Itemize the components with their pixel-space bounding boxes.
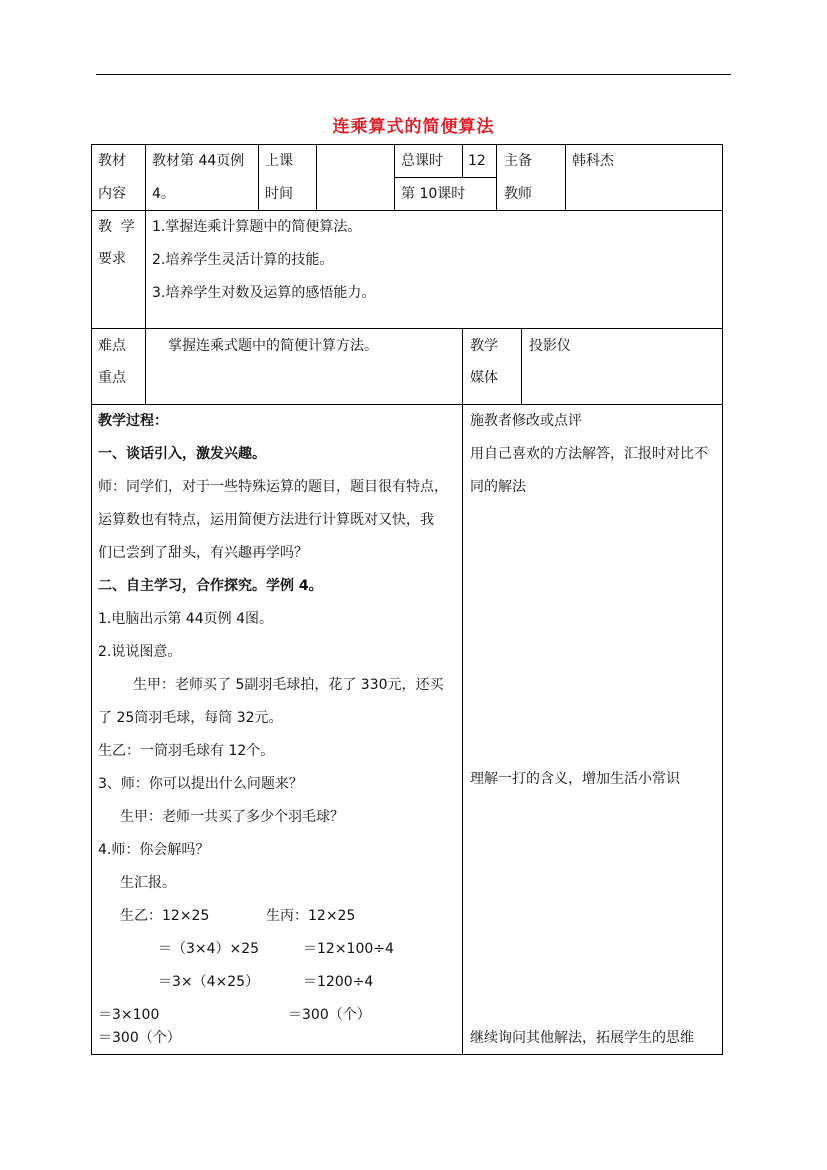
process-line: 生乙：一筒羽毛球有 12个。 xyxy=(98,743,275,759)
calc-line: ＝12×100÷4 xyxy=(303,941,394,957)
top-rule xyxy=(96,74,731,75)
difficulty-value: 掌握连乘式题中的简便计算方法。 xyxy=(168,338,378,354)
note-line: 继续询问其他解法，拓展学生的思维 xyxy=(470,1030,694,1046)
note-line: 同的解法 xyxy=(470,479,526,495)
calc-line: 生乙：12×25 xyxy=(120,908,210,924)
preparer-value: 韩科杰 xyxy=(572,153,614,169)
process-line: 生甲：老师一共买了多少个羽毛球？ xyxy=(120,809,344,825)
preparer-label-1: 主备 xyxy=(504,153,532,169)
difficulty-label-2: 重点 xyxy=(98,370,126,386)
calc-line: ＝1200÷4 xyxy=(303,974,374,990)
process-line: 生汇报。 xyxy=(120,875,176,891)
class-time-label-2: 时间 xyxy=(265,186,293,202)
requirement-item-2: 2.培养学生灵活计算的技能。 xyxy=(152,252,334,268)
total-hours-value: 12 xyxy=(468,153,486,169)
class-time-value-cell xyxy=(316,144,395,211)
process-line: 3、师：你可以提出什么问题来？ xyxy=(98,776,303,792)
class-time-label-1: 上课 xyxy=(265,153,293,169)
notes-cell xyxy=(462,404,723,1055)
requirements-label-2: 要求 xyxy=(98,251,126,267)
textbook-label-1: 教材 xyxy=(98,153,126,169)
note-line: 用自己喜欢的方法解答，汇报时对比不 xyxy=(470,446,708,462)
section-2-heading: 二、自主学习，合作探究。学例 4。 xyxy=(98,578,323,594)
note-line: 理解一打的含义，增加生活小常识 xyxy=(470,771,680,787)
requirement-item-3: 3.培养学生对数及运算的感悟能力。 xyxy=(152,285,376,301)
page-title: 连乘算式的简便算法 xyxy=(332,117,495,137)
textbook-value-1: 教材第 44页例 xyxy=(152,153,245,169)
requirement-item-1: 1.掌握连乘计算题中的简便算法。 xyxy=(152,219,362,235)
textbook-label-2: 内容 xyxy=(98,186,126,202)
notes-heading: 施教者修改或点评 xyxy=(470,413,582,429)
media-label-1: 教学 xyxy=(470,338,498,354)
calc-line: ＝3×（4×25） xyxy=(158,974,260,990)
calc-line: ＝300（个） xyxy=(98,1030,181,1046)
process-line: 1.电脑出示第 44页例 4图。 xyxy=(98,611,273,627)
process-line: 师：同学们，对于一些特殊运算的题目，题目很有特点， xyxy=(98,479,448,495)
preparer-label-2: 教师 xyxy=(504,186,532,202)
section-1-heading: 一、谈话引入，激发兴趣。 xyxy=(98,446,266,462)
process-line: 生甲：老师买了 5副羽毛球拍，花了 330元，还买 xyxy=(133,677,444,693)
calc-line: ＝3×100 xyxy=(98,1007,160,1023)
media-value: 投影仪 xyxy=(529,338,571,354)
requirements-label-1: 教 学 xyxy=(98,219,135,235)
process-line: 了 25筒羽毛球，每筒 32元。 xyxy=(98,710,283,726)
process-heading: 教学过程： xyxy=(98,413,168,429)
process-cell xyxy=(91,404,463,1055)
calc-line: 生丙：12×25 xyxy=(266,908,356,924)
calc-line: ＝300（个） xyxy=(288,1007,371,1023)
calc-line: ＝（3×4）×25 xyxy=(158,941,260,957)
lesson-no: 第 10课时 xyxy=(401,186,466,202)
total-hours-label: 总课时 xyxy=(401,153,443,169)
textbook-value-2: 4。 xyxy=(152,186,175,202)
process-line: 2.说说图意。 xyxy=(98,644,182,660)
process-line: 们已尝到了甜头，有兴趣再学吗？ xyxy=(98,545,308,561)
media-label-2: 媒体 xyxy=(470,370,498,386)
process-line: 运算数也有特点，运用简便方法进行计算既对又快，我 xyxy=(98,512,434,528)
process-line: 4.师：你会解吗？ xyxy=(98,842,210,858)
difficulty-label-1: 难点 xyxy=(98,338,126,354)
